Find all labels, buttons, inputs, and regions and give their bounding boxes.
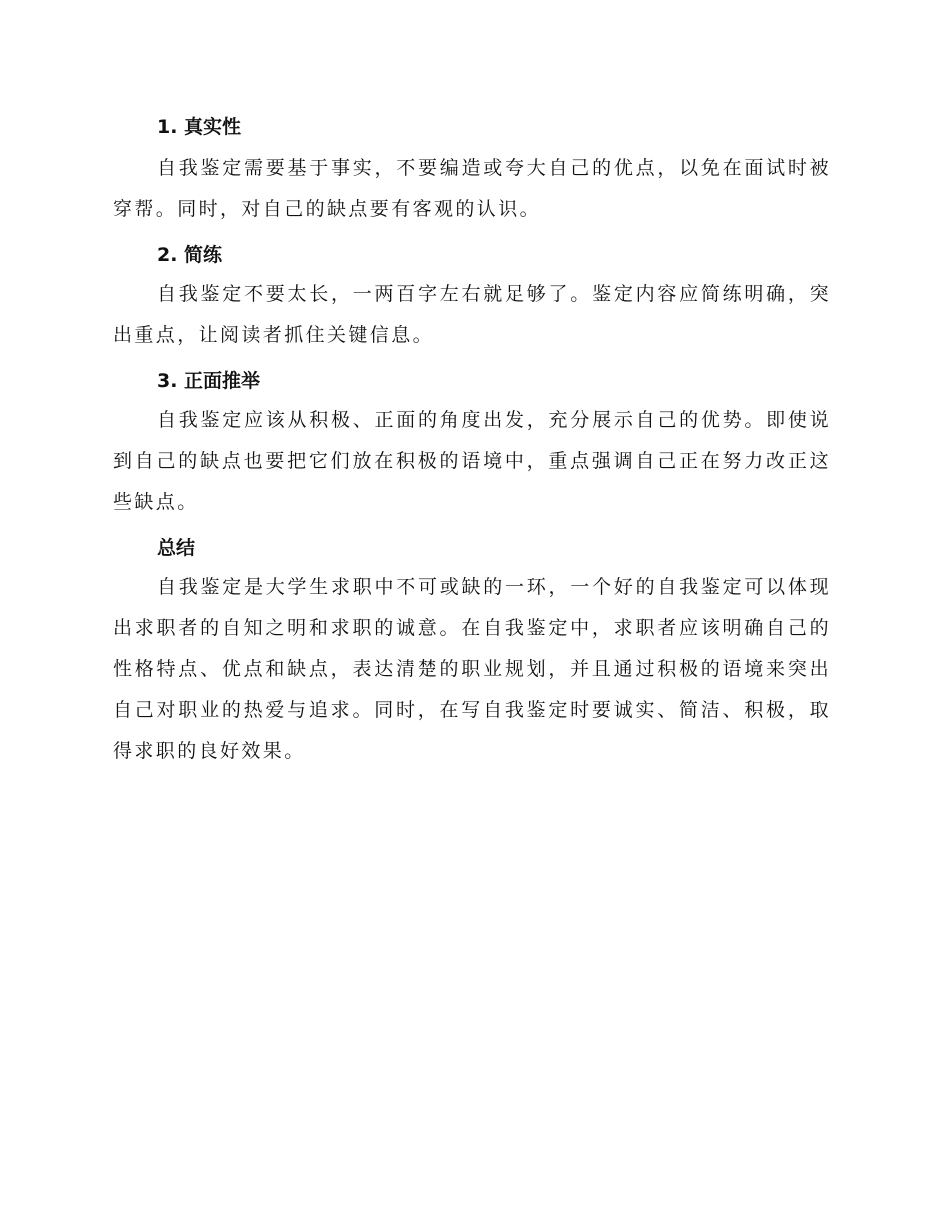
section-paragraph: 自我鉴定需要基于事实，不要编造或夸大自己的优点，以免在面试时被穿帮。同时，对自己的缺点要有客观的认识。 xyxy=(113,157,831,220)
section-paragraph: 自我鉴定是大学生求职中不可或缺的一环，一个好的自我鉴定可以体现出求职者的自知之明和求职的诚意。在自我鉴定中，求职者应该明确自己的性格特点、优点和缺点，表达清楚的职业规划，并且通过积极的语境来突出自己对职业的热爱与追求。同时，在写自我鉴定时要诚实、简洁、积极，取得求职的良好效果。 xyxy=(113,576,831,762)
section-heading: 2. 简练 xyxy=(157,244,223,266)
section-heading: 3. 正面推举 xyxy=(157,370,261,392)
section-heading: 总结 xyxy=(157,537,196,559)
section-heading: 1. 真实性 xyxy=(157,116,242,138)
section-paragraph: 自我鉴定不要太长，一两百字左右就足够了。鉴定内容应简练明确，突出重点，让阅读者抓住关键信息。 xyxy=(113,283,831,346)
section-summary xyxy=(113,529,831,772)
section-positive xyxy=(113,362,831,523)
section-authenticity xyxy=(113,108,831,230)
section-concise xyxy=(113,236,831,356)
document-body xyxy=(113,108,831,778)
section-paragraph: 自我鉴定应该从积极、正面的角度出发，充分展示自己的优势。即使说到自己的缺点也要把它们放在积极的语境中，重点强调自己正在努力改正这些缺点。 xyxy=(113,409,831,513)
